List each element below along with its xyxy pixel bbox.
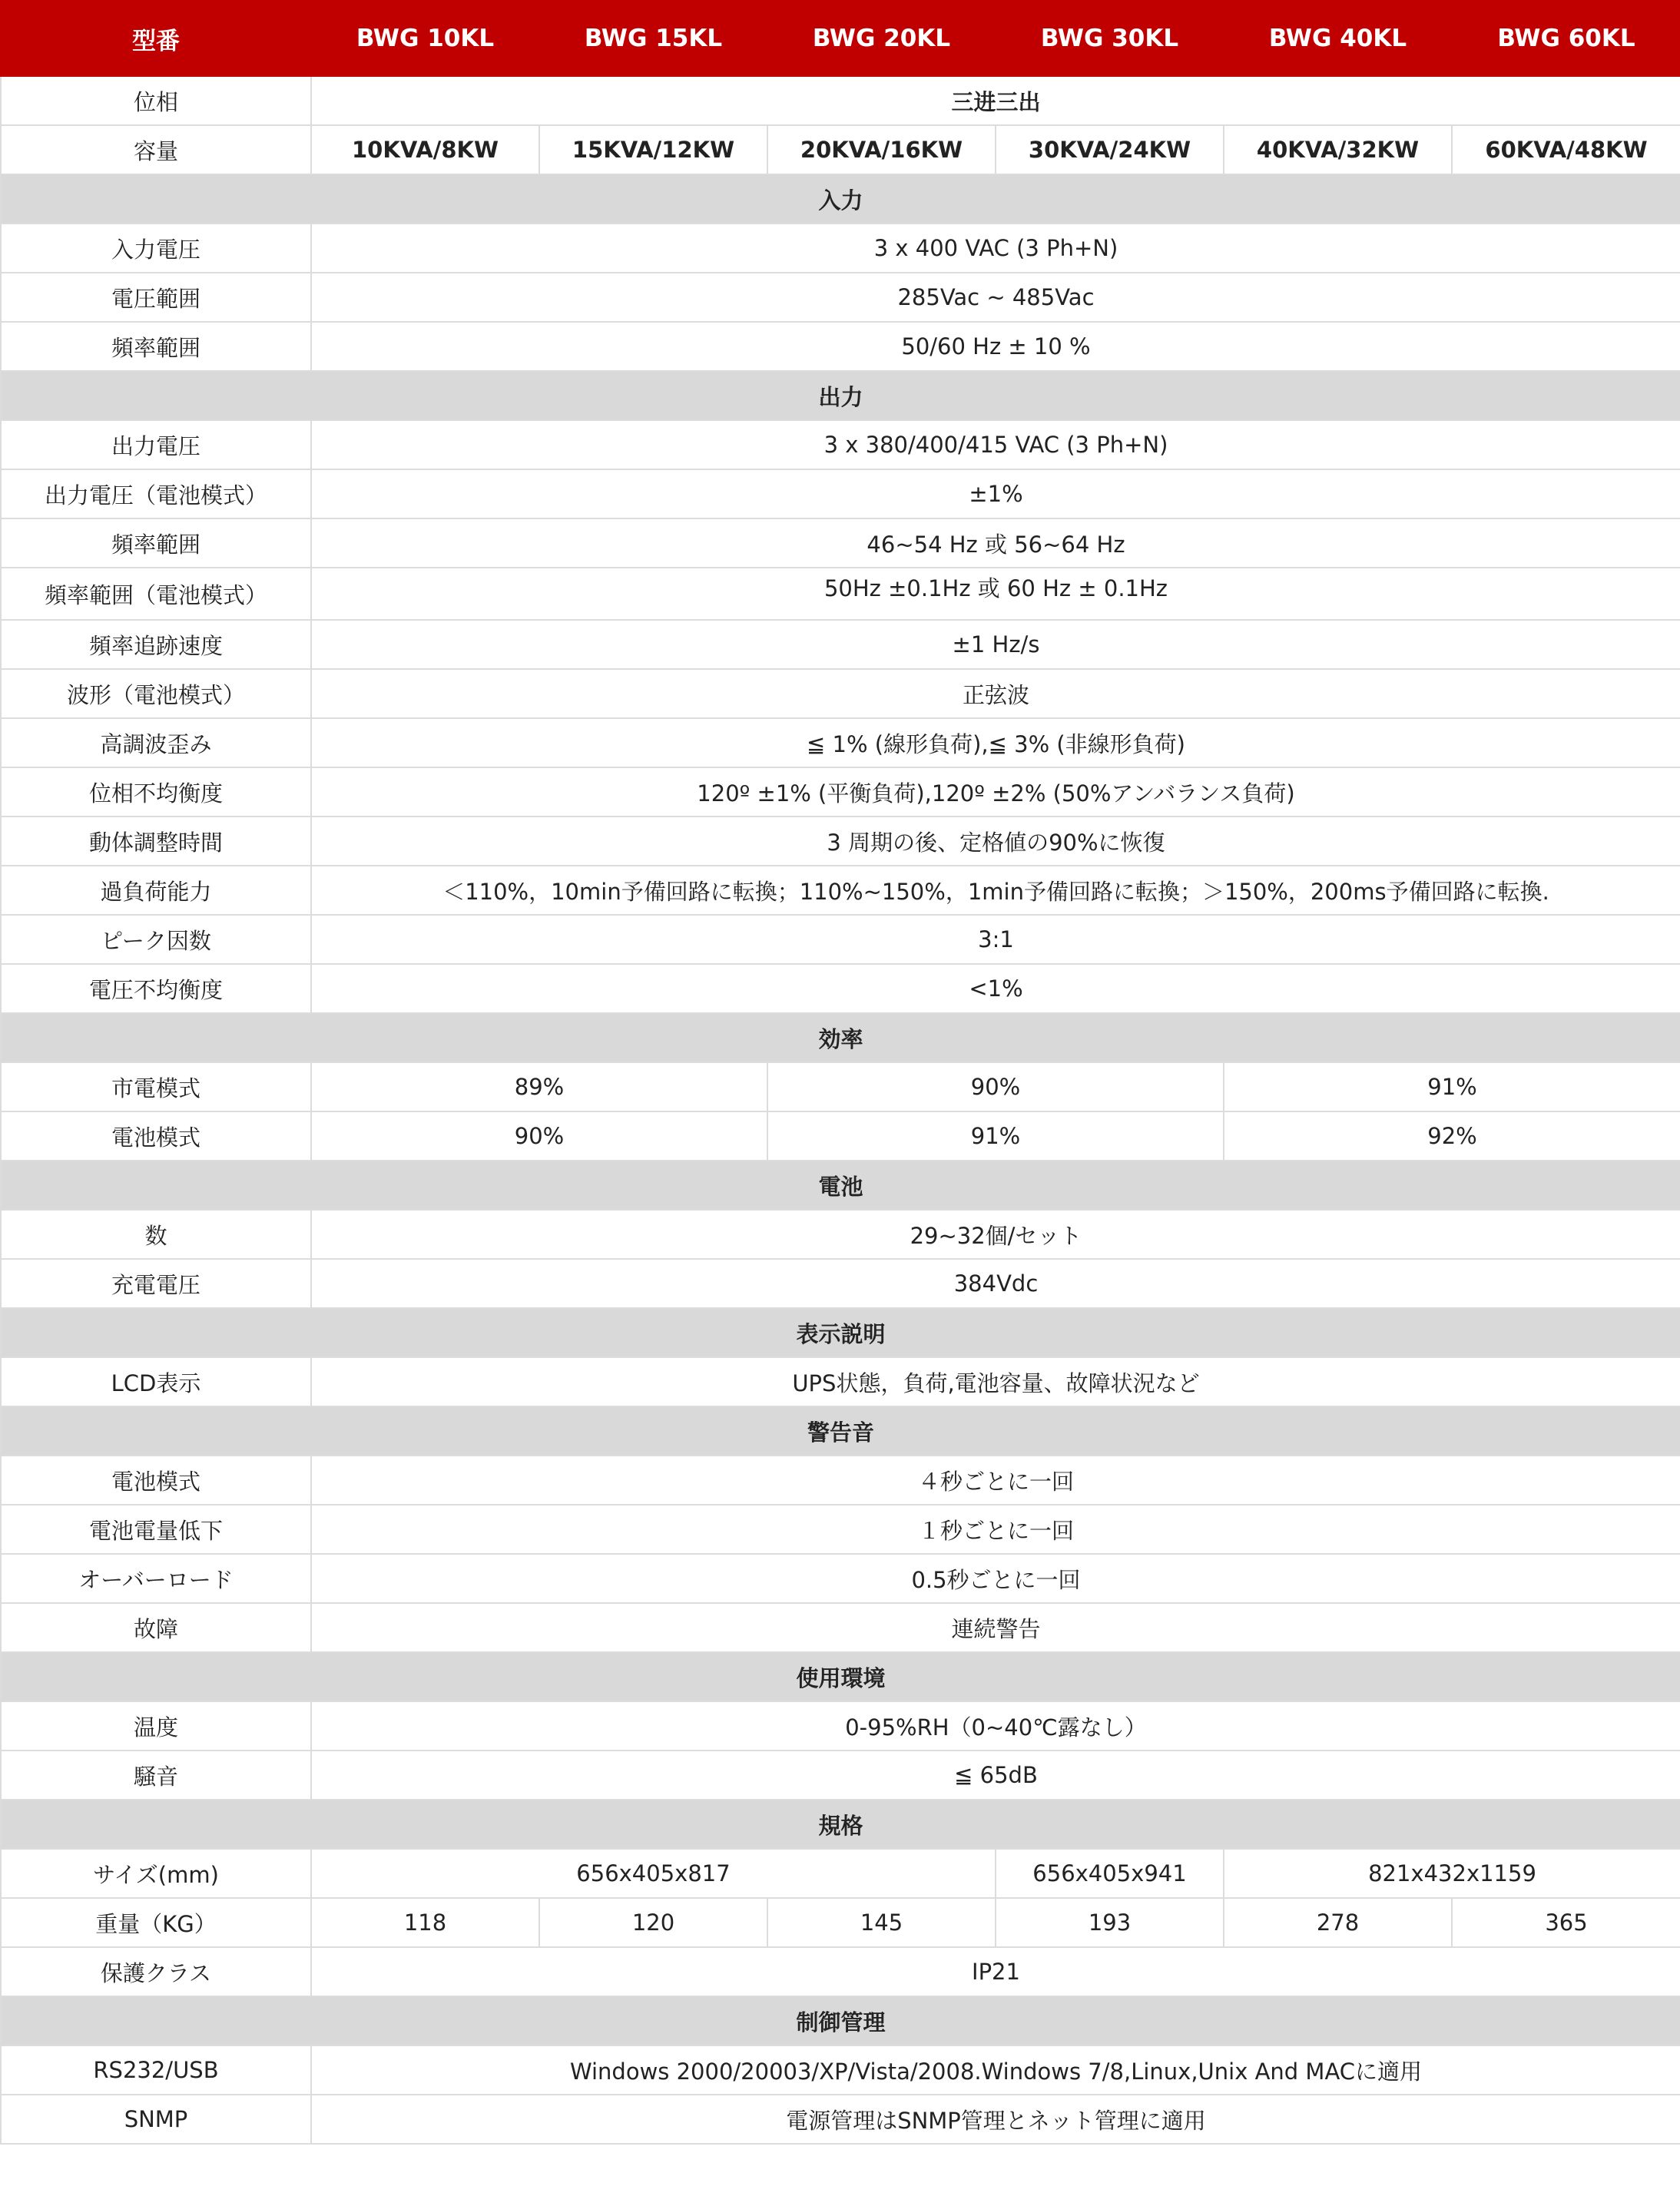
row-value: 3:1 bbox=[311, 915, 1680, 964]
header-row bbox=[1, 1, 1680, 76]
section-header bbox=[1, 1161, 1680, 1210]
row-label: SNMP bbox=[1, 2095, 311, 2144]
table-row bbox=[1, 1357, 1680, 1406]
row-value: ≦ 1% (線形負荷),≦ 3% (非線形負荷) bbox=[311, 718, 1680, 767]
row-value: 0.5秒ごとに一回 bbox=[311, 1554, 1680, 1603]
table-row bbox=[1, 1603, 1680, 1652]
section-header bbox=[1, 1406, 1680, 1456]
table-row bbox=[1, 224, 1680, 273]
row-label: 入力電圧 bbox=[1, 224, 311, 273]
weight-value: 193 bbox=[996, 1898, 1224, 1947]
row-label: サイズ(mm) bbox=[1, 1849, 311, 1898]
table-row bbox=[1, 1505, 1680, 1554]
table-row bbox=[1, 273, 1680, 322]
section-title-battery: 電池 bbox=[1, 1161, 1680, 1210]
weight-value: 118 bbox=[311, 1898, 539, 1947]
section-header bbox=[1, 1800, 1680, 1849]
capacity-value: 10KVA/8KW bbox=[311, 125, 539, 174]
row-label: 頻率範囲（電池模式） bbox=[1, 568, 311, 620]
row-label: 頻率追跡速度 bbox=[1, 620, 311, 669]
section-title-output: 出力 bbox=[1, 371, 1680, 420]
weight-value: 145 bbox=[767, 1898, 996, 1947]
table-row bbox=[1, 915, 1680, 964]
section-title-spec: 規格 bbox=[1, 1800, 1680, 1849]
row-value: ４秒ごとに一回 bbox=[311, 1456, 1680, 1505]
row-value: ±1 Hz/s bbox=[311, 620, 1680, 669]
row-label: 充電電圧 bbox=[1, 1259, 311, 1308]
size-value: 821x432x1159 bbox=[1224, 1849, 1680, 1898]
table-row bbox=[1, 1456, 1680, 1505]
row-label: オーバーロード bbox=[1, 1554, 311, 1603]
row-label: 保護クラス bbox=[1, 1947, 311, 1996]
efficiency-value: 91% bbox=[767, 1111, 1224, 1161]
row-value: １秒ごとに一回 bbox=[311, 1505, 1680, 1554]
row-label: 出力電圧（電池模式） bbox=[1, 469, 311, 518]
row-label: 故障 bbox=[1, 1603, 311, 1652]
row-label: ピーク因数 bbox=[1, 915, 311, 964]
row-value: Windows 2000/20003/XP/Vista/2008.Windows 7/8,Linux,Unix And MACに適用 bbox=[311, 2045, 1680, 2095]
row-value: ±1% bbox=[311, 469, 1680, 518]
row-value: 3 x 380/400/415 VAC (3 Ph+N) bbox=[311, 420, 1680, 469]
row-label: 位相 bbox=[1, 76, 311, 125]
row-label: 出力電圧 bbox=[1, 420, 311, 469]
capacity-value: 60KVA/48KW bbox=[1452, 125, 1680, 174]
model-header: BWG 10KL bbox=[311, 1, 539, 76]
row-label: 頻率範囲 bbox=[1, 322, 311, 371]
capacity-value: 20KVA/16KW bbox=[767, 125, 996, 174]
table-row bbox=[1, 125, 1680, 174]
section-header bbox=[1, 1652, 1680, 1701]
row-value: 50/60 Hz ± 10 % bbox=[311, 322, 1680, 371]
model-header: BWG 60KL bbox=[1452, 1, 1680, 76]
efficiency-value: 92% bbox=[1224, 1111, 1680, 1161]
row-value: IP21 bbox=[311, 1947, 1680, 1996]
section-header bbox=[1, 1013, 1680, 1062]
table-row bbox=[1, 1701, 1680, 1751]
section-header bbox=[1, 1308, 1680, 1357]
row-label: 動体調整時間 bbox=[1, 816, 311, 866]
section-header bbox=[1, 174, 1680, 224]
table-row bbox=[1, 1898, 1680, 1947]
row-value: 0-95%RH（0~40℃露なし） bbox=[311, 1701, 1680, 1751]
row-label: 電池模式 bbox=[1, 1456, 311, 1505]
table-row bbox=[1, 718, 1680, 767]
section-title-alarm: 警告音 bbox=[1, 1406, 1680, 1456]
table-row bbox=[1, 322, 1680, 371]
table-row bbox=[1, 568, 1680, 620]
row-label: 電圧範囲 bbox=[1, 273, 311, 322]
row-value: 46~54 Hz 或 56~64 Hz bbox=[311, 518, 1680, 568]
row-value: 正弦波 bbox=[311, 669, 1680, 718]
size-value: 656x405x817 bbox=[311, 1849, 996, 1898]
header-label: 型番 bbox=[1, 1, 311, 76]
section-title-display: 表示説明 bbox=[1, 1308, 1680, 1357]
table-row bbox=[1, 2095, 1680, 2144]
model-header: BWG 40KL bbox=[1224, 1, 1452, 76]
table-row bbox=[1, 1947, 1680, 1996]
row-label: 重量（KG） bbox=[1, 1898, 311, 1947]
efficiency-value: 90% bbox=[767, 1062, 1224, 1111]
table-row bbox=[1, 469, 1680, 518]
row-value: 285Vac ~ 485Vac bbox=[311, 273, 1680, 322]
row-label: RS232/USB bbox=[1, 2045, 311, 2095]
table-row bbox=[1, 1849, 1680, 1898]
table-row bbox=[1, 866, 1680, 915]
table-row bbox=[1, 1554, 1680, 1603]
section-title-control: 制御管理 bbox=[1, 1996, 1680, 2045]
row-value: 電源管理はSNMP管理とネット管理に適用 bbox=[311, 2095, 1680, 2144]
row-value: 120º ±1% (平衡負荷),120º ±2% (50%アンバランス負荷) bbox=[311, 767, 1680, 816]
table-row bbox=[1, 518, 1680, 568]
weight-value: 278 bbox=[1224, 1898, 1452, 1947]
row-label: 電圧不均衡度 bbox=[1, 964, 311, 1013]
row-value: <1% bbox=[311, 964, 1680, 1013]
table-row bbox=[1, 964, 1680, 1013]
row-value: 29~32個/セット bbox=[311, 1210, 1680, 1259]
row-value: 3 x 400 VAC (3 Ph+N) bbox=[311, 224, 1680, 273]
table-row bbox=[1, 1210, 1680, 1259]
row-label: 波形（電池模式） bbox=[1, 669, 311, 718]
table-row bbox=[1, 1751, 1680, 1800]
table-row bbox=[1, 420, 1680, 469]
efficiency-value: 89% bbox=[311, 1062, 767, 1111]
row-value: 連続警告 bbox=[311, 1603, 1680, 1652]
row-label: 騒音 bbox=[1, 1751, 311, 1800]
size-value: 656x405x941 bbox=[996, 1849, 1224, 1898]
row-value: ≦ 65dB bbox=[311, 1751, 1680, 1800]
row-value: ＜110%，10min予備回路に転換；110%~150%，1min予備回路に転換；＞150%，200ms予備回路に転換. bbox=[311, 866, 1680, 915]
row-value: 三进三出 bbox=[311, 76, 1680, 125]
row-value: 384Vdc bbox=[311, 1259, 1680, 1308]
section-title-environment: 使用環境 bbox=[1, 1652, 1680, 1701]
efficiency-value: 91% bbox=[1224, 1062, 1680, 1111]
model-header: BWG 30KL bbox=[996, 1, 1224, 76]
table-row bbox=[1, 669, 1680, 718]
model-header: BWG 20KL bbox=[767, 1, 996, 76]
row-value: UPS状態，負荷,電池容量、故障状況など bbox=[311, 1357, 1680, 1406]
capacity-value: 30KVA/24KW bbox=[996, 125, 1224, 174]
section-title-input: 入力 bbox=[1, 174, 1680, 224]
row-value: 50Hz ±0.1Hz 或 60 Hz ± 0.1Hz bbox=[311, 568, 1680, 620]
row-label: 数 bbox=[1, 1210, 311, 1259]
row-label: 市電模式 bbox=[1, 1062, 311, 1111]
row-label: 過負荷能力 bbox=[1, 866, 311, 915]
efficiency-value: 90% bbox=[311, 1111, 767, 1161]
table-row bbox=[1, 1062, 1680, 1111]
capacity-value: 40KVA/32KW bbox=[1224, 125, 1452, 174]
section-header bbox=[1, 371, 1680, 420]
table-row bbox=[1, 2045, 1680, 2095]
weight-value: 120 bbox=[539, 1898, 767, 1947]
capacity-value: 15KVA/12KW bbox=[539, 125, 767, 174]
row-label: 電池電量低下 bbox=[1, 1505, 311, 1554]
section-header bbox=[1, 1996, 1680, 2045]
row-label: 位相不均衡度 bbox=[1, 767, 311, 816]
table-row bbox=[1, 1259, 1680, 1308]
row-label: 頻率範囲 bbox=[1, 518, 311, 568]
table-row bbox=[1, 767, 1680, 816]
row-label: 電池模式 bbox=[1, 1111, 311, 1161]
row-value: 3 周期の後、定格値の90%に恢復 bbox=[311, 816, 1680, 866]
table-row bbox=[1, 816, 1680, 866]
row-label: 温度 bbox=[1, 1701, 311, 1751]
table-row bbox=[1, 1111, 1680, 1161]
table-row bbox=[1, 76, 1680, 125]
section-title-efficiency: 効率 bbox=[1, 1013, 1680, 1062]
weight-value: 365 bbox=[1452, 1898, 1680, 1947]
row-label: 高調波歪み bbox=[1, 718, 311, 767]
row-label: 容量 bbox=[1, 125, 311, 174]
model-header: BWG 15KL bbox=[539, 1, 767, 76]
row-label: LCD表示 bbox=[1, 1357, 311, 1406]
table-row bbox=[1, 620, 1680, 669]
